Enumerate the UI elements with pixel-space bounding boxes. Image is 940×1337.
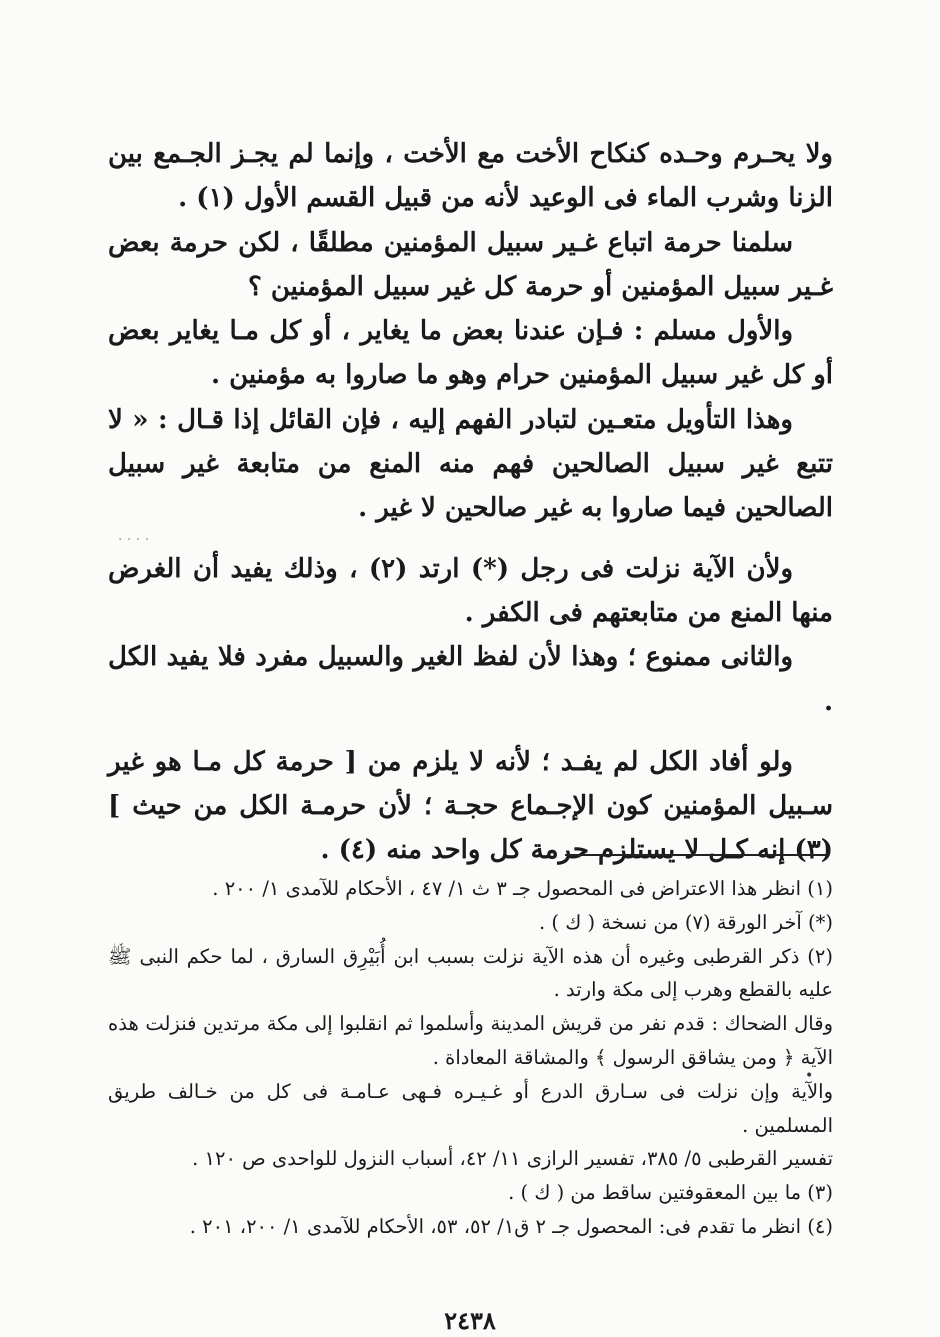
footnote-star: (*) آخر الورقة (٧) من نسخة ( ك ) . xyxy=(539,910,833,934)
footnote-2-continued: وقال الضحاك : قدم نفر من قريش المدينة وأسلموا ثم انقلبوا إلى مكة مرتدين فنزلت هذه الآية ﴿ ومن يشاقق الرسول ﴾ والمشاقة المعاداة . xyxy=(108,1012,833,1069)
paragraph-6: والثانى ممنوع ؛ وهذا لأن لفظ الغير والسبيل مفرد فلا يفيد الكل . xyxy=(108,642,833,717)
footnote-4: (٤) انظر ما تقدم فى: المحصول جـ ٢ ق١/ ٥٢، ٥٣، الأحكام للآمدى ١/ ٢٠٠، ٢٠١ . xyxy=(189,1214,833,1238)
scan-speck: · · · · xyxy=(118,532,150,548)
paragraph-2: سلمنا حرمة اتباع غـير سبيل المؤمنين مطلقًا ، لكن حرمة بعض غـير سبيل المؤمنين أو حرمة كل غير سبيل المؤمنين ؟ xyxy=(108,227,833,302)
paragraph-3: والأول مسلم : فـإن عندنا بعض ما يغاير ، أو كل مـا يغاير بعض أو كل غير سبيل المؤمنين حرام وهو ما صاروا به مؤمنين . xyxy=(108,316,833,391)
footnote-separator xyxy=(565,854,827,856)
paragraph-5: ولأن الآية نزلت فى رجل (*) ارتد (٢) ، وذلك يفيد أن الغرض منها المنع من متابعتهم فى الكفر . xyxy=(108,553,833,628)
footnote-2-continued: والآية وإن نزلت فى سـارق الدرع أو غـيـره فـهى عـامـة فى كل من خـالف طريق المسلمين . xyxy=(108,1079,833,1137)
main-text xyxy=(108,132,833,873)
footnote-3: (٣) ما بين المعقوفتين ساقط من ( ك ) . xyxy=(508,1181,833,1205)
footnotes xyxy=(108,872,833,1244)
paragraph-1: ولا يحـرم وحـده كنكاح الأخت مع الأخت ، وإنما لم يجـز الجـمع بين الزنا وشرب الماء فى الوعيد لأنه من قبيل القسم الأول (١) . xyxy=(108,139,833,214)
footnote-2: (٢) ذكر القرطبى وغيره أن هذه الآية نزلت بسبب ابن أُبَيْرِق السارق ، لما حكم النبى ﷺ عليه بالقطع وهرب إلى مكة وارتد . xyxy=(108,944,833,1002)
footnote-1: (١) انظر هذا الاعتراض فى المحصول جـ ٣ ث ١/ ٤٧ ، الأحكام للآمدى ١/ ٢٠٠ . xyxy=(212,877,833,900)
paragraph-7: ولو أفاد الكل لم يفـد ؛ لأنه لا يلزم من [ حرمة كل مـا هو غير سـبيل المؤمنين كون الإجـماع حجـة ؛ لأن حرمـة الكل من حيث ] (٣) إنه كـل لا يستلزم حرمة كل واحد منه (٤) . xyxy=(108,746,833,866)
footnote-2-sources: تفسير القرطبى ٥/ ٣٨٥، تفسير الرازى ١١/ ٤٢، أسباب النزول للواحدى ص ١٢٠ . xyxy=(192,1147,833,1171)
paragraph-4: وهذا التأويل متعـين لتبادر الفهم إليه ، فإن القائل إذا قـال : « لا تتبع غير سبيل الصالحين فهم منه المنع من متابعة غير سبيل الصالحين فيما صاروا به غير صالحين لا غير . xyxy=(108,404,833,524)
scan-speck: • xyxy=(805,1068,814,1084)
page-number: ٢٤٣٨ xyxy=(444,1306,496,1335)
